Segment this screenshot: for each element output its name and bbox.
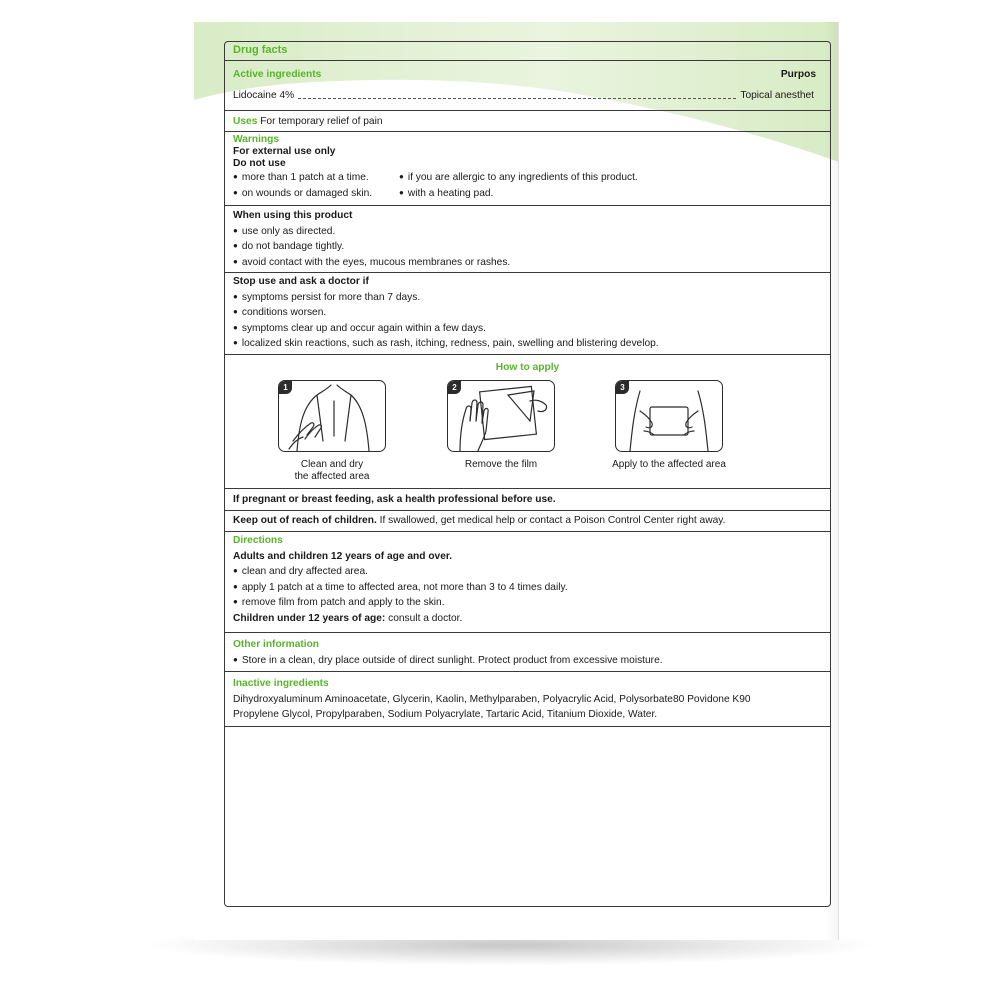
keep-out-section — [225, 511, 830, 532]
step-2-illustration — [447, 380, 555, 452]
step-1-caption — [252, 459, 412, 483]
how-to-apply-heading: How to apply — [495, 362, 560, 373]
other-information-section — [225, 633, 830, 672]
back-cleaning-icon — [279, 381, 385, 451]
keep-out-bold: Keep out of reach of children. — [233, 515, 377, 526]
directions-children-bold: Children under 12 years of age: — [233, 612, 386, 624]
uses-label: Uses — [233, 116, 258, 127]
when-using-item: ● avoid contact with the eyes, mucous membranes or rashes. — [233, 255, 822, 271]
pregnancy-warning-section — [225, 489, 830, 511]
when-using-item: ● do not bandage tightly. — [233, 239, 822, 255]
warnings-heading: Warnings — [233, 134, 280, 145]
apply-patch-icon — [616, 381, 722, 451]
directions-heading: Directions — [233, 535, 283, 546]
directions-item: ● remove film from patch and apply to the skin. — [233, 595, 822, 611]
step-2-caption-line-1: Remove the film — [464, 459, 538, 470]
other-information-item: ● Store in a clean, dry place outside of direct sunlight. Protect product from excessive moisture. — [233, 653, 822, 669]
when-using-heading: When using this product — [233, 210, 353, 221]
ingredient-purpose: Topical anesthet — [740, 89, 814, 101]
inactive-ingredients-line-2: Propylene Glycol, Propylparaben, Sodium Polyacrylate, Tartaric Acid, Titanium Dioxide, Water. — [233, 709, 658, 720]
drug-facts-title: Drug facts — [233, 44, 288, 56]
remove-film-icon — [448, 381, 554, 451]
uses-section — [225, 111, 830, 132]
keep-out-text: If swallowed, get medical help or contact a Poison Control Center right away. — [376, 515, 726, 526]
uses-text: For temporary relief of pain — [260, 116, 383, 127]
step-3-caption-line-1: Apply to the affected area — [612, 459, 726, 470]
directions-item: ● clean and dry affected area. — [233, 564, 822, 580]
step-3-illustration — [615, 380, 723, 452]
pregnancy-warning-text: If pregnant or breast feeding, ask a health professional before use. — [233, 494, 556, 505]
step-2-number: 2 — [448, 381, 461, 394]
directions-item: ● apply 1 patch at a time to affected area, not more than 3 to 4 times daily. — [233, 580, 822, 596]
active-ingredients-heading: Active ingredients — [233, 69, 322, 80]
warning-item: ● with a heating pad. — [399, 187, 493, 201]
other-information-heading: Other information — [233, 639, 320, 650]
active-ingredients-section — [225, 61, 830, 111]
directions-children-text: consult a doctor. — [385, 612, 463, 624]
stop-use-item: ● conditions worsen. — [233, 305, 822, 321]
inactive-ingredients-section — [225, 672, 830, 727]
step-1-illustration — [278, 380, 386, 452]
step-1-caption-line-2: the affected area — [294, 471, 370, 482]
when-using-section — [225, 206, 830, 273]
inactive-ingredients-line-1: Dihydroxyaluminum Aminoacetate, Glycerin, Kaolin, Methylparaben, Polyacrylic Acid, Polysorbate80 Povidone K90 — [233, 693, 751, 705]
external-use-only: For external use only — [233, 146, 336, 157]
inactive-ingredients-heading: Inactive ingredients — [233, 678, 329, 689]
directions-adults: Adults and children 12 years of age and over. — [233, 550, 453, 562]
stop-use-heading: Stop use and ask a doctor if — [233, 276, 369, 287]
ingredient-name: Lidocaine 4% — [233, 89, 295, 101]
drug-facts-header — [225, 42, 830, 61]
stop-use-item: ● symptoms clear up and occur again within a few days. — [233, 321, 822, 337]
drug-facts-panel — [224, 41, 831, 907]
do-not-use-heading: Do not use — [233, 158, 286, 169]
directions-section — [225, 532, 830, 633]
step-1-number: 1 — [279, 381, 292, 394]
stop-use-item: ● symptoms persist for more than 7 days. — [233, 290, 822, 306]
step-2-caption — [421, 459, 581, 471]
step-1-caption-line-1: Clean and dry — [300, 459, 364, 470]
warning-item: ● on wounds or damaged skin. — [233, 187, 399, 201]
step-3-number: 3 — [616, 381, 629, 394]
purpose-heading: Purpos — [780, 69, 816, 80]
step-3-caption — [589, 459, 749, 471]
how-to-apply-section — [225, 355, 830, 489]
stop-use-item: ● localized skin reactions, such as rash, itching, redness, pain, swelling and blistering develop. — [233, 336, 822, 352]
dotted-leader — [298, 91, 736, 99]
warning-item: ● if you are allergic to any ingredients of this product. — [399, 171, 638, 185]
warning-item: ● more than 1 patch at a time. — [233, 171, 399, 185]
when-using-item: ● use only as directed. — [233, 224, 822, 240]
warnings-section — [225, 132, 830, 206]
stop-use-section — [225, 273, 830, 355]
